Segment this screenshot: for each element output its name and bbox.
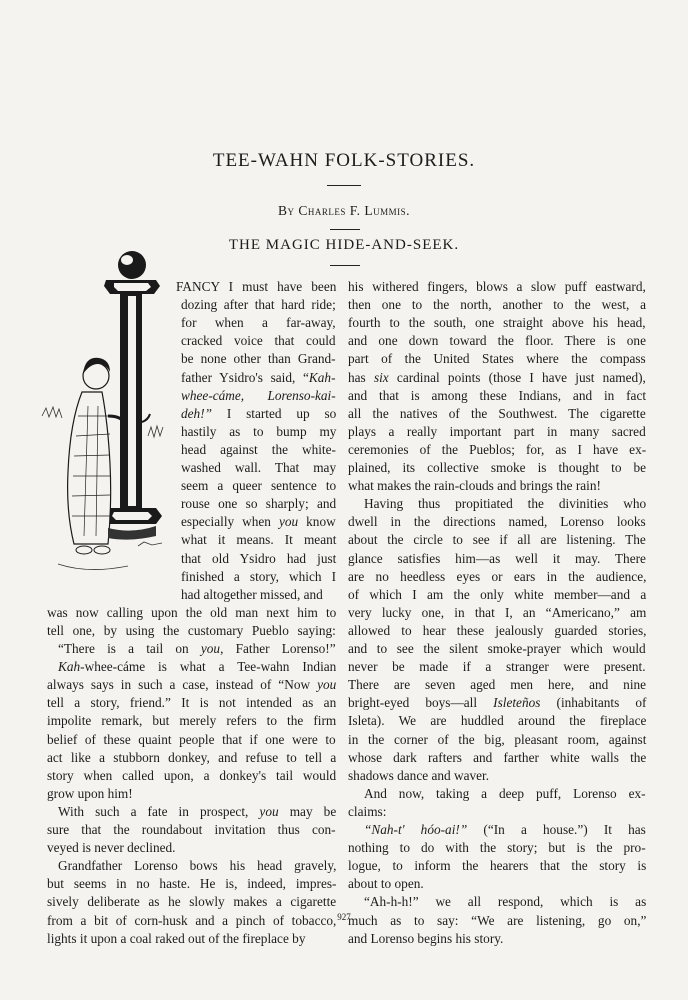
left-column-text-line: FANCY I must have been	[176, 279, 337, 294]
left-column-text-line: rouse one so sharply; and	[181, 496, 337, 512]
right-column-text-line: and Lorenso begins his story.	[348, 930, 504, 946]
left-column-text-line: impolite remark, but merely refers to the firm	[47, 713, 337, 729]
right-column-text-line: and that is among these Indians, and in fact	[348, 387, 647, 403]
right-column-text-line: plays a really important part in many sacred	[348, 423, 646, 439]
right-column-text-line: his withered fingers, blows a slow puff eastward,	[348, 279, 646, 294]
left-column-text-line: deh!” I started up so	[181, 405, 337, 421]
right-column-text-line: very lucky one, in that I, an “Americano,” am	[348, 604, 647, 620]
left-column-text-line: be none other than Grand-	[181, 351, 336, 367]
right-column-text-line: all the natives of the Southwest. The cigarette	[348, 405, 646, 421]
left-column-text-line: cracked voice that could	[181, 333, 336, 349]
left-column-text-line: tell a story, friend.” It is not intended as an	[47, 695, 337, 711]
story-title-rule	[330, 265, 360, 266]
right-column-text-line: has six cardinal points (those I have just named),	[348, 369, 646, 385]
page-number: 927	[337, 912, 351, 922]
right-column-text-line: claims:	[348, 803, 387, 819]
right-column-text-line: plained, its collective smoke is thought to be	[348, 460, 647, 475]
left-column-text-line: what it means. It meant	[181, 532, 337, 548]
left-column-text-line: “There is a tail on you, Father Lorenso!”	[58, 641, 336, 656]
right-column-text-line: in the corner of the big, pleasant room, against	[348, 731, 647, 747]
right-column-text-line: about the circle to see if all are listening. The	[348, 532, 646, 548]
left-column-text-line: sively deliberate as he slowly makes a cigarette	[47, 894, 337, 910]
right-column-text-line: are no heedless eyes or ears in the audience,	[348, 568, 647, 584]
byline-rule	[330, 229, 360, 230]
left-column-text-line: Grandfather Lorenso bows his head gravely,	[58, 858, 337, 874]
left-column-text-line: grow upon him!	[47, 785, 133, 801]
left-column-text-line: was now calling upon the old man next him to	[47, 604, 337, 620]
right-column-text-line: whose dark rafters and farther white walls the	[348, 749, 647, 765]
left-column-text-line: had altogether missed, and	[181, 586, 323, 602]
left-column-text-line: washed wall. That may	[181, 460, 337, 475]
right-column-text-line: shadows dance and waver.	[348, 767, 490, 783]
left-column-text-line: for when a far-away,	[181, 315, 336, 331]
left-column-text-line: always says in such a case, instead of “Now you	[47, 677, 337, 693]
right-column-text-line: then one to the north, another to the west, a	[348, 297, 647, 313]
right-column-text-line: bright-eyed boys—all Isleteños (inhabitants of	[348, 695, 647, 711]
right-column-text-line: what makes the rain-clouds and brings the rain!	[348, 478, 601, 494]
left-column-text-line: seem a queer sentence to	[181, 478, 337, 494]
right-column-text-line: allowed to hear these jealously guarded stories,	[348, 622, 647, 638]
left-column-text-line: especially when you know	[181, 514, 336, 530]
left-column-text-line: tell one, by using the customary Pueblo saying:	[47, 622, 336, 638]
left-column-text-line: hastily as to bump my	[181, 423, 337, 439]
story-title: THE MAGIC HIDE-AND-SEEK.	[228, 237, 460, 253]
drop-cap-i-child-icon	[38, 246, 170, 586]
right-column-text-line: dwell in the directions named, Lorenso looks	[348, 514, 646, 530]
title-rule	[327, 185, 361, 186]
left-column-text-line: act like a stubborn donkey, and refuse to tell a	[47, 749, 337, 765]
right-column-text-line: fourth to the south, one straight above his head,	[348, 315, 646, 331]
right-column-text-line: glance satisfies him—as well it may. There	[348, 550, 646, 566]
article-title: TEE-WAHN FOLK-STORIES.	[212, 150, 476, 171]
right-column-text-line: of which I am the only white member—and a	[348, 586, 647, 602]
right-column-text-line: ceremonies of the Pueblos; for, as I have ex-	[348, 441, 647, 457]
left-column-text-line: story when called upon, a donkey's tail would	[47, 767, 337, 783]
right-column-text-line: part of the United States where the compass	[348, 351, 646, 367]
right-column-text-line: Isleta). We are huddled around the fireplace	[348, 713, 647, 729]
right-column-text-line: about to open.	[348, 876, 424, 892]
left-column-text-line: from a bit of corn-husk and a pinch of tobacco,	[47, 912, 337, 928]
right-column-text-line: “Nah-t' hóo-ai!” (“In a house.”) It has	[364, 822, 646, 837]
right-column-text-line: Having thus propitiated the divinities who	[364, 496, 647, 512]
author-byline: By Charles F. Lummis.	[277, 203, 411, 218]
left-column-text-line: but seems in no haste. He is, indeed, impres-	[47, 876, 337, 892]
right-column-text-line: and one down toward the floor. There is one	[348, 333, 646, 349]
right-column-text-line: logue, to inform the hearers that the story is	[348, 858, 647, 874]
right-column-text-line: There are seven aged men here, and nine	[348, 677, 647, 693]
left-column-text-line: sure that the roundabout invitation thus con-	[47, 822, 336, 837]
left-column-text-line: dozing after that hard ride;	[181, 297, 336, 313]
right-column-text-line: “Ah-h-h!” we all respond, which is as	[364, 894, 647, 910]
left-column-text-line: head against the white-	[181, 441, 336, 457]
right-column-text-line: never be made if a stranger were present.	[348, 659, 646, 675]
left-column-text-line: veyed is never declined.	[47, 840, 176, 856]
right-column-text-line: nothing to do with the story; but is the pro-	[348, 840, 646, 856]
left-column-text-line: finished a story, which I	[181, 568, 337, 584]
left-column-text-line: that old Ysidro had just	[181, 550, 337, 566]
left-column-text-line: father Ysidro's said, “Kah-	[181, 369, 336, 385]
right-column-text-line: And now, taking a deep puff, Lorenso ex-	[364, 785, 646, 801]
left-column-text-line: Kah-whee-cáme is what a Tee-wahn Indian	[58, 659, 337, 675]
right-column-text-line: much as to say: “We are listening, go on,”	[348, 912, 647, 928]
right-column-text-line: and to see the silent smoke-prayer which would	[348, 641, 646, 656]
left-column-text-line: lights it upon a coal raked out of the fireplace by	[47, 930, 306, 946]
left-column-text-line: With such a fate in prospect, you may be	[58, 803, 337, 819]
left-column-text-line: whee-cáme, Lorenso-kai-	[181, 387, 336, 403]
left-column-text-line: belief of these quaint people that if one were to	[47, 731, 336, 747]
